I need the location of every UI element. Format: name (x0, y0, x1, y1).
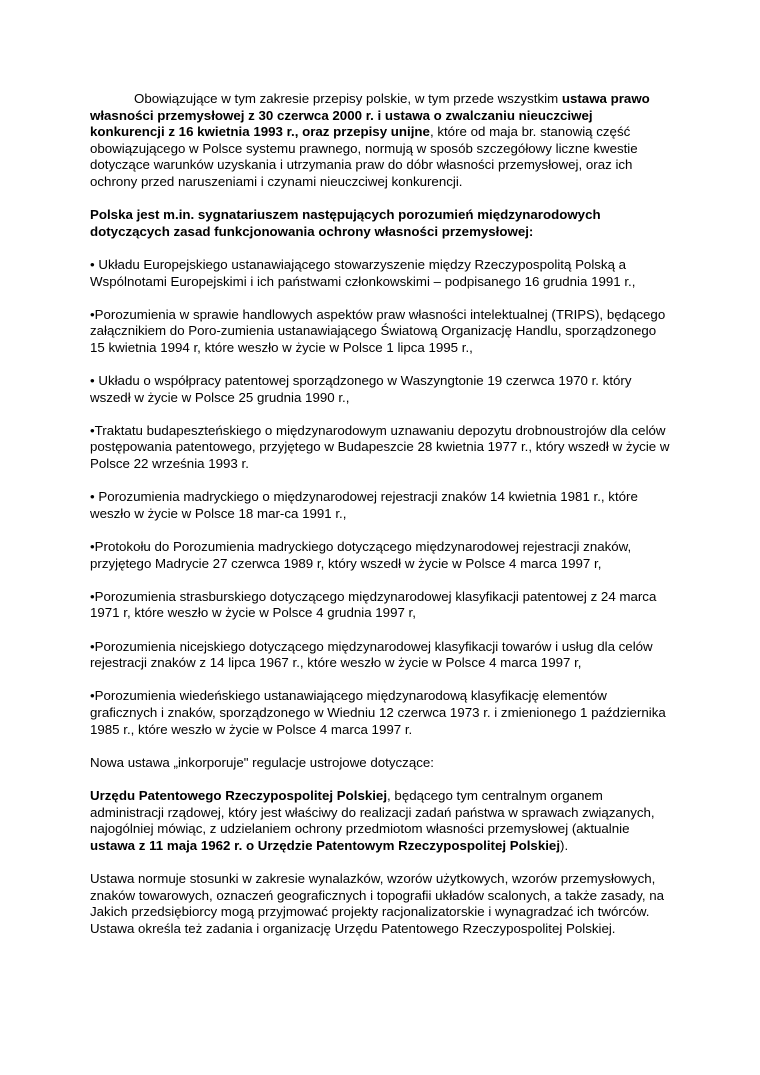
intro-text-2: , które od maja br. stanowią część obowiązującego w Polsce systemu prawnego, normują w sposób szczegółowy liczne kwestie dotyczące warunków uzyskania i utrzymania praw do dóbr własności przemysłowej, oraz ich ochrony przed naruszeniami i czynami nieuczciwej konkurencji. (90, 124, 638, 189)
agreement-item: •Porozumienia wiedeńskiego ustanawiającego międzynarodową klasyfikację elementów graficznych i znaków, sporządzonego w Wiedniu 12 czerwca 1973 r. i zmienionego 1 października 1985 r., które weszło w życie w Polsce 4 marca 1997 r. (90, 688, 666, 737)
intro-text-1: Obowiązujące w tym zakresie przepisy polskie, w tym przede wszystkim (134, 91, 562, 106)
agreement-item: •Porozumienia nicejskiego dotyczącego międzynarodowej klasyfikacji towarów i usług dla celów rejestracji znaków z 14 lipca 1967 r., które weszło w życie w Polsce 4 marca 1997 r, (90, 638, 653, 671)
closing-paragraph: Ustawa normuje stosunki w zakresie wynalazków, wzorów użytkowych, wzorów przemysłowych, znaków towarowych, oznaczeń geograficznych i topografii układów scalonych, a także zasady, na Jakich przedsiębiorcy mogą przyjmować projekty racjonalizatorskie i wynagradzać ich twórców. Ustawa określa też zadania i organizację Urzędu Patentowego Rzeczypospolitej Polskiej. (90, 870, 665, 936)
agreement-item: •Protokołu do Porozumienia madryckiego dotyczącego międzynarodowej rejestracji znaków, przyjętego Madrycie 27 czerwca 1989 r, który wszedł w życie w Polsce 4 marca 1997 r, (90, 539, 632, 571)
urzad-text-1: , będącego tym centralnym organem administracji rządowej, który jest właściwy do realizacji zadań państwa w sprawach związanych, najogólniej mówiąc, z udzielaniem ochrony przedmiotom własności przemysłowej (aktualnie (90, 787, 655, 837)
agreement-item: •Porozumienia w sprawie handlowych aspektów praw własności intelektualnej (TRIPS), będącego załącznikiem do Poro-zumienia ustanawiającego Światową Organizację Handlu, sporządzonego 15 kwietnia 1994 r, które weszło w życie w Polsce 1 lipca 1995 r., (90, 306, 666, 355)
agreement-item: • Układu o współpracy patentowej sporządzonego w Waszyngtonie 19 czerwca 1970 r. który wszedł w życie w Polsce 25 grudnia 1990 r., (90, 373, 632, 405)
agreement-item: •Porozumienia strasburskiego dotyczącego międzynarodowej klasyfikacji patentowej z 24 marca 1971 r, które weszło w życie w Polsce 4 grudnia 1997 r, (90, 588, 657, 621)
intro-laws-bold: ustawa prawo własności przemysłowej z 30 czerwca 2000 r. i ustawa o zwalczaniu nieuczciwej konkurencji z 16 kwietnia 1993 r., oraz przepisy unijne (90, 91, 650, 140)
urzad-paragraph (90, 788, 670, 854)
urzad-name-bold: Urzędu Patentowego Rzeczypospolitej Polskiej (90, 787, 388, 803)
nowa-ustawa-paragraph: Nowa ustawa „inkorporuje" regulacje ustrojowe dotyczące: (90, 754, 434, 770)
urzad-text-2: ). (560, 837, 569, 853)
document-page (90, 91, 670, 954)
intro-paragraph (90, 91, 670, 191)
agreement-item: • Układu Europejskiego ustanawiającego stowarzyszenie między Rzeczypospolitą Polską a Wspólnotami Europejskimi i ich państwami członkowskimi – podpisanego 16 grudnia 1991 r., (90, 256, 636, 289)
agreements-heading: Polska jest m.in. sygnatariuszem następujących porozumień międzynarodowych dotyczących zasad funkcjonowania ochrony własności przemysłowej: (90, 207, 601, 239)
agreement-item: • Porozumienia madryckiego o międzynarodowej rejestracji znaków 14 kwietnia 1981 r., które weszło w życie w Polsce 18 mar-ca 1991 r., (90, 489, 638, 521)
urzad-law-bold: ustawa z 11 maja 1962 r. o Urzędzie Patentowym Rzeczypospolitej Polskiej (90, 837, 561, 853)
agreement-item: •Traktatu budapeszteńskiego o międzynarodowym uznawaniu depozytu drobnoustrojów dla celów postępowania patentowego, przyjętego w Budapeszcie 28 kwietnia 1977 r., który wszedł w życie w Polsce 22 września 1993 r. (90, 422, 670, 472)
